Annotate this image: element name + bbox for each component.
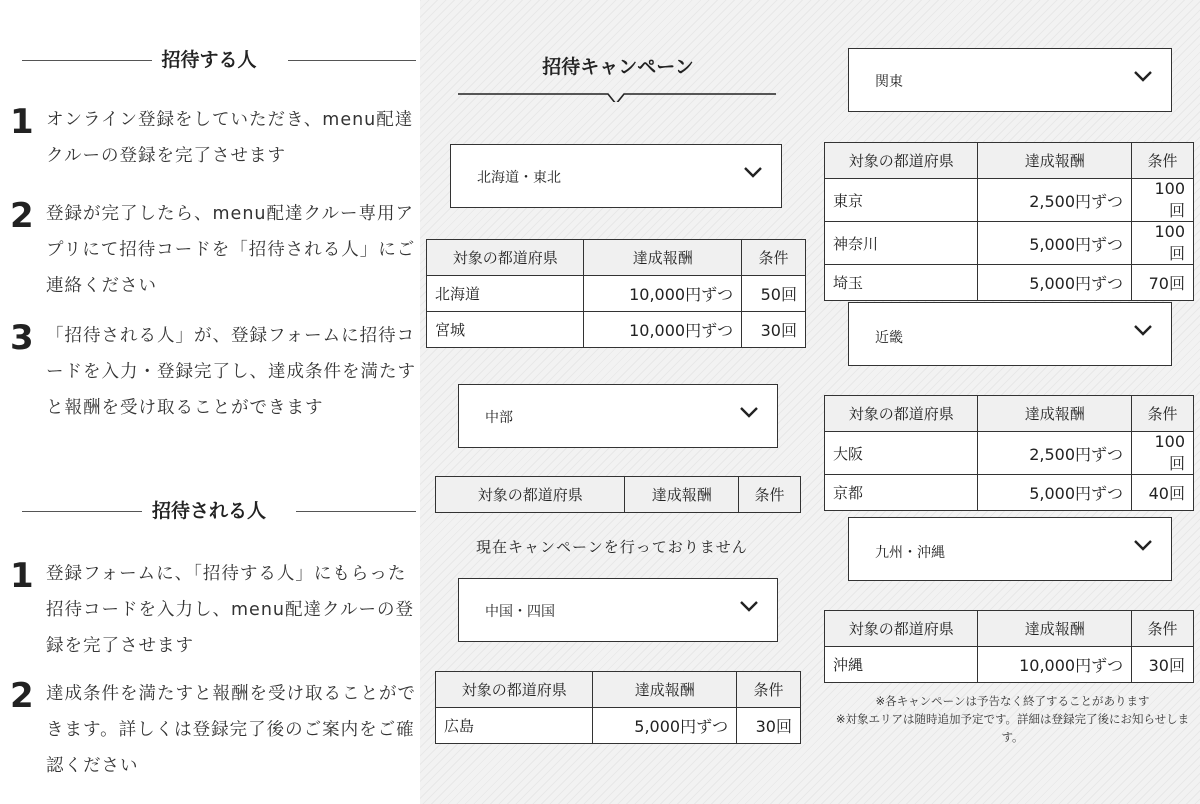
step-text: オンライン登録をしていただき、menu配達クルーの登録を完了させます <box>46 110 414 166</box>
step-text: 「招待される人」が、登録フォームに招待コードを入力・登録完了し、達成条件を満たすと報酬を受け取ることができます <box>46 326 416 418</box>
table-row <box>436 708 801 744</box>
table-row <box>825 265 1194 301</box>
inviter-section-title: 招待する人 <box>161 49 257 71</box>
region-dropdown-chugoku-shikoku[interactable] <box>458 578 778 642</box>
step-number: 1 <box>10 102 34 142</box>
cell-cond: 40回 <box>1132 475 1194 511</box>
header-pref: 対象の都道府県 <box>427 240 584 276</box>
step-text: 登録フォームに、「招待する人」にもらった招待コードを入力し、menu配達クルーの登録を完了させます <box>46 564 414 656</box>
title-underline-pointer <box>458 80 776 102</box>
campaign-notes <box>830 692 1195 746</box>
invitee-step-2 <box>8 676 416 786</box>
header-reward: 達成報酬 <box>593 672 737 708</box>
reward-table-chugoku-shikoku <box>435 671 801 744</box>
region-dropdown-kyushu-okinawa[interactable] <box>848 517 1172 581</box>
region-label: 中国・四国 <box>485 604 555 620</box>
chevron-down-icon <box>1133 323 1153 337</box>
table-row <box>825 179 1194 222</box>
cell-cond: 100回 <box>1132 432 1194 475</box>
region-dropdown-chubu[interactable] <box>458 384 778 448</box>
inviter-step-2 <box>8 196 416 306</box>
cell-pref: 神奈川 <box>825 222 978 265</box>
step-text: 登録が完了したら、menu配達クルー専用アプリにて招待コードを「招待される人」にご連絡ください <box>46 204 416 296</box>
cell-cond: 50回 <box>742 276 806 312</box>
cell-cond: 100回 <box>1132 222 1194 265</box>
table-header-row <box>436 672 801 708</box>
table-header-row <box>825 143 1194 179</box>
chevron-down-icon <box>1133 538 1153 552</box>
step-text: 達成条件を満たすと報酬を受け取ることができます。詳しくは登録完了後のご案内をご確認ください <box>46 684 416 776</box>
region-dropdown-hokkaido-tohoku[interactable] <box>450 144 782 208</box>
note-line: ※各キャンペーンは予告なく終了することがあります <box>875 694 1150 708</box>
header-cond: 条件 <box>739 477 801 513</box>
table-row <box>825 432 1194 475</box>
table-header-row <box>436 477 801 513</box>
cell-pref: 埼玉 <box>825 265 978 301</box>
header-cond: 条件 <box>737 672 801 708</box>
table-header-row <box>825 396 1194 432</box>
how-it-works-panel <box>0 0 418 804</box>
header-reward: 達成報酬 <box>625 477 739 513</box>
region-dropdown-kinki[interactable] <box>848 302 1172 366</box>
chevron-down-icon <box>739 405 759 419</box>
divider <box>296 511 416 512</box>
header-reward: 達成報酬 <box>978 143 1132 179</box>
invitee-step-1 <box>8 556 413 666</box>
reward-table-kanto <box>824 142 1194 301</box>
region-label: 中部 <box>485 410 513 426</box>
cell-reward: 10,000円ずつ <box>978 647 1132 683</box>
cell-reward: 2,500円ずつ <box>978 179 1132 222</box>
cell-pref: 宮城 <box>427 312 584 348</box>
chevron-down-icon <box>739 599 759 613</box>
no-campaign-message: 現在キャンペーンを行っておりません <box>476 538 748 556</box>
header-cond: 条件 <box>1132 611 1194 647</box>
invitee-section-title: 招待される人 <box>151 500 266 522</box>
cell-reward: 10,000円ずつ <box>584 312 742 348</box>
divider <box>288 60 416 61</box>
cell-cond: 70回 <box>1132 265 1194 301</box>
table-row <box>825 475 1194 511</box>
header-cond: 条件 <box>1132 143 1194 179</box>
cell-cond: 30回 <box>742 312 806 348</box>
cell-pref: 東京 <box>825 179 978 222</box>
table-row <box>825 647 1194 683</box>
header-pref: 対象の都道府県 <box>825 396 978 432</box>
chevron-down-icon <box>1133 69 1153 83</box>
table-header-row <box>825 611 1194 647</box>
note-line: ※対象エリアは随時追加予定です。詳細は登録完了後にお知らせします。 <box>835 712 1190 744</box>
inviter-step-3 <box>8 318 416 464</box>
campaign-title: 招待キャンペーン <box>542 56 694 78</box>
cell-pref: 京都 <box>825 475 978 511</box>
table-header-row <box>427 240 806 276</box>
campaign-panel <box>420 0 1200 804</box>
header-cond: 条件 <box>742 240 806 276</box>
reward-table-kyushu-okinawa <box>824 610 1194 683</box>
reward-table-chubu <box>435 476 801 513</box>
chevron-down-icon <box>743 165 763 179</box>
step-number: 2 <box>10 676 34 716</box>
header-pref: 対象の都道府県 <box>825 611 978 647</box>
step-number: 3 <box>10 318 34 358</box>
header-pref: 対象の都道府県 <box>825 143 978 179</box>
table-row <box>825 222 1194 265</box>
region-dropdown-kanto[interactable] <box>848 48 1172 112</box>
region-label: 近畿 <box>875 330 903 346</box>
cell-pref: 大阪 <box>825 432 978 475</box>
cell-reward: 5,000円ずつ <box>978 475 1132 511</box>
table-row <box>427 276 806 312</box>
region-label: 関東 <box>875 74 903 90</box>
cell-reward: 5,000円ずつ <box>978 222 1132 265</box>
reward-table-hokkaido-tohoku <box>426 239 806 348</box>
cell-cond: 100回 <box>1132 179 1194 222</box>
header-cond: 条件 <box>1132 396 1194 432</box>
step-number: 2 <box>10 196 34 236</box>
table-row <box>427 312 806 348</box>
header-reward: 達成報酬 <box>584 240 742 276</box>
header-reward: 達成報酬 <box>978 611 1132 647</box>
inviter-step-1 <box>8 102 413 182</box>
region-label: 九州・沖縄 <box>875 545 945 561</box>
invitee-section-header <box>0 497 418 525</box>
cell-reward: 2,500円ずつ <box>978 432 1132 475</box>
reward-table-kinki <box>824 395 1194 511</box>
cell-pref: 北海道 <box>427 276 584 312</box>
cell-reward: 5,000円ずつ <box>593 708 737 744</box>
cell-pref: 沖縄 <box>825 647 978 683</box>
cell-cond: 30回 <box>737 708 801 744</box>
cell-reward: 5,000円ずつ <box>978 265 1132 301</box>
inviter-section-header <box>0 46 418 74</box>
header-pref: 対象の都道府県 <box>436 477 625 513</box>
step-number: 1 <box>10 556 34 596</box>
header-pref: 対象の都道府県 <box>436 672 593 708</box>
cell-pref: 広島 <box>436 708 593 744</box>
cell-reward: 10,000円ずつ <box>584 276 742 312</box>
cell-cond: 30回 <box>1132 647 1194 683</box>
header-reward: 達成報酬 <box>978 396 1132 432</box>
region-label: 北海道・東北 <box>477 170 561 186</box>
